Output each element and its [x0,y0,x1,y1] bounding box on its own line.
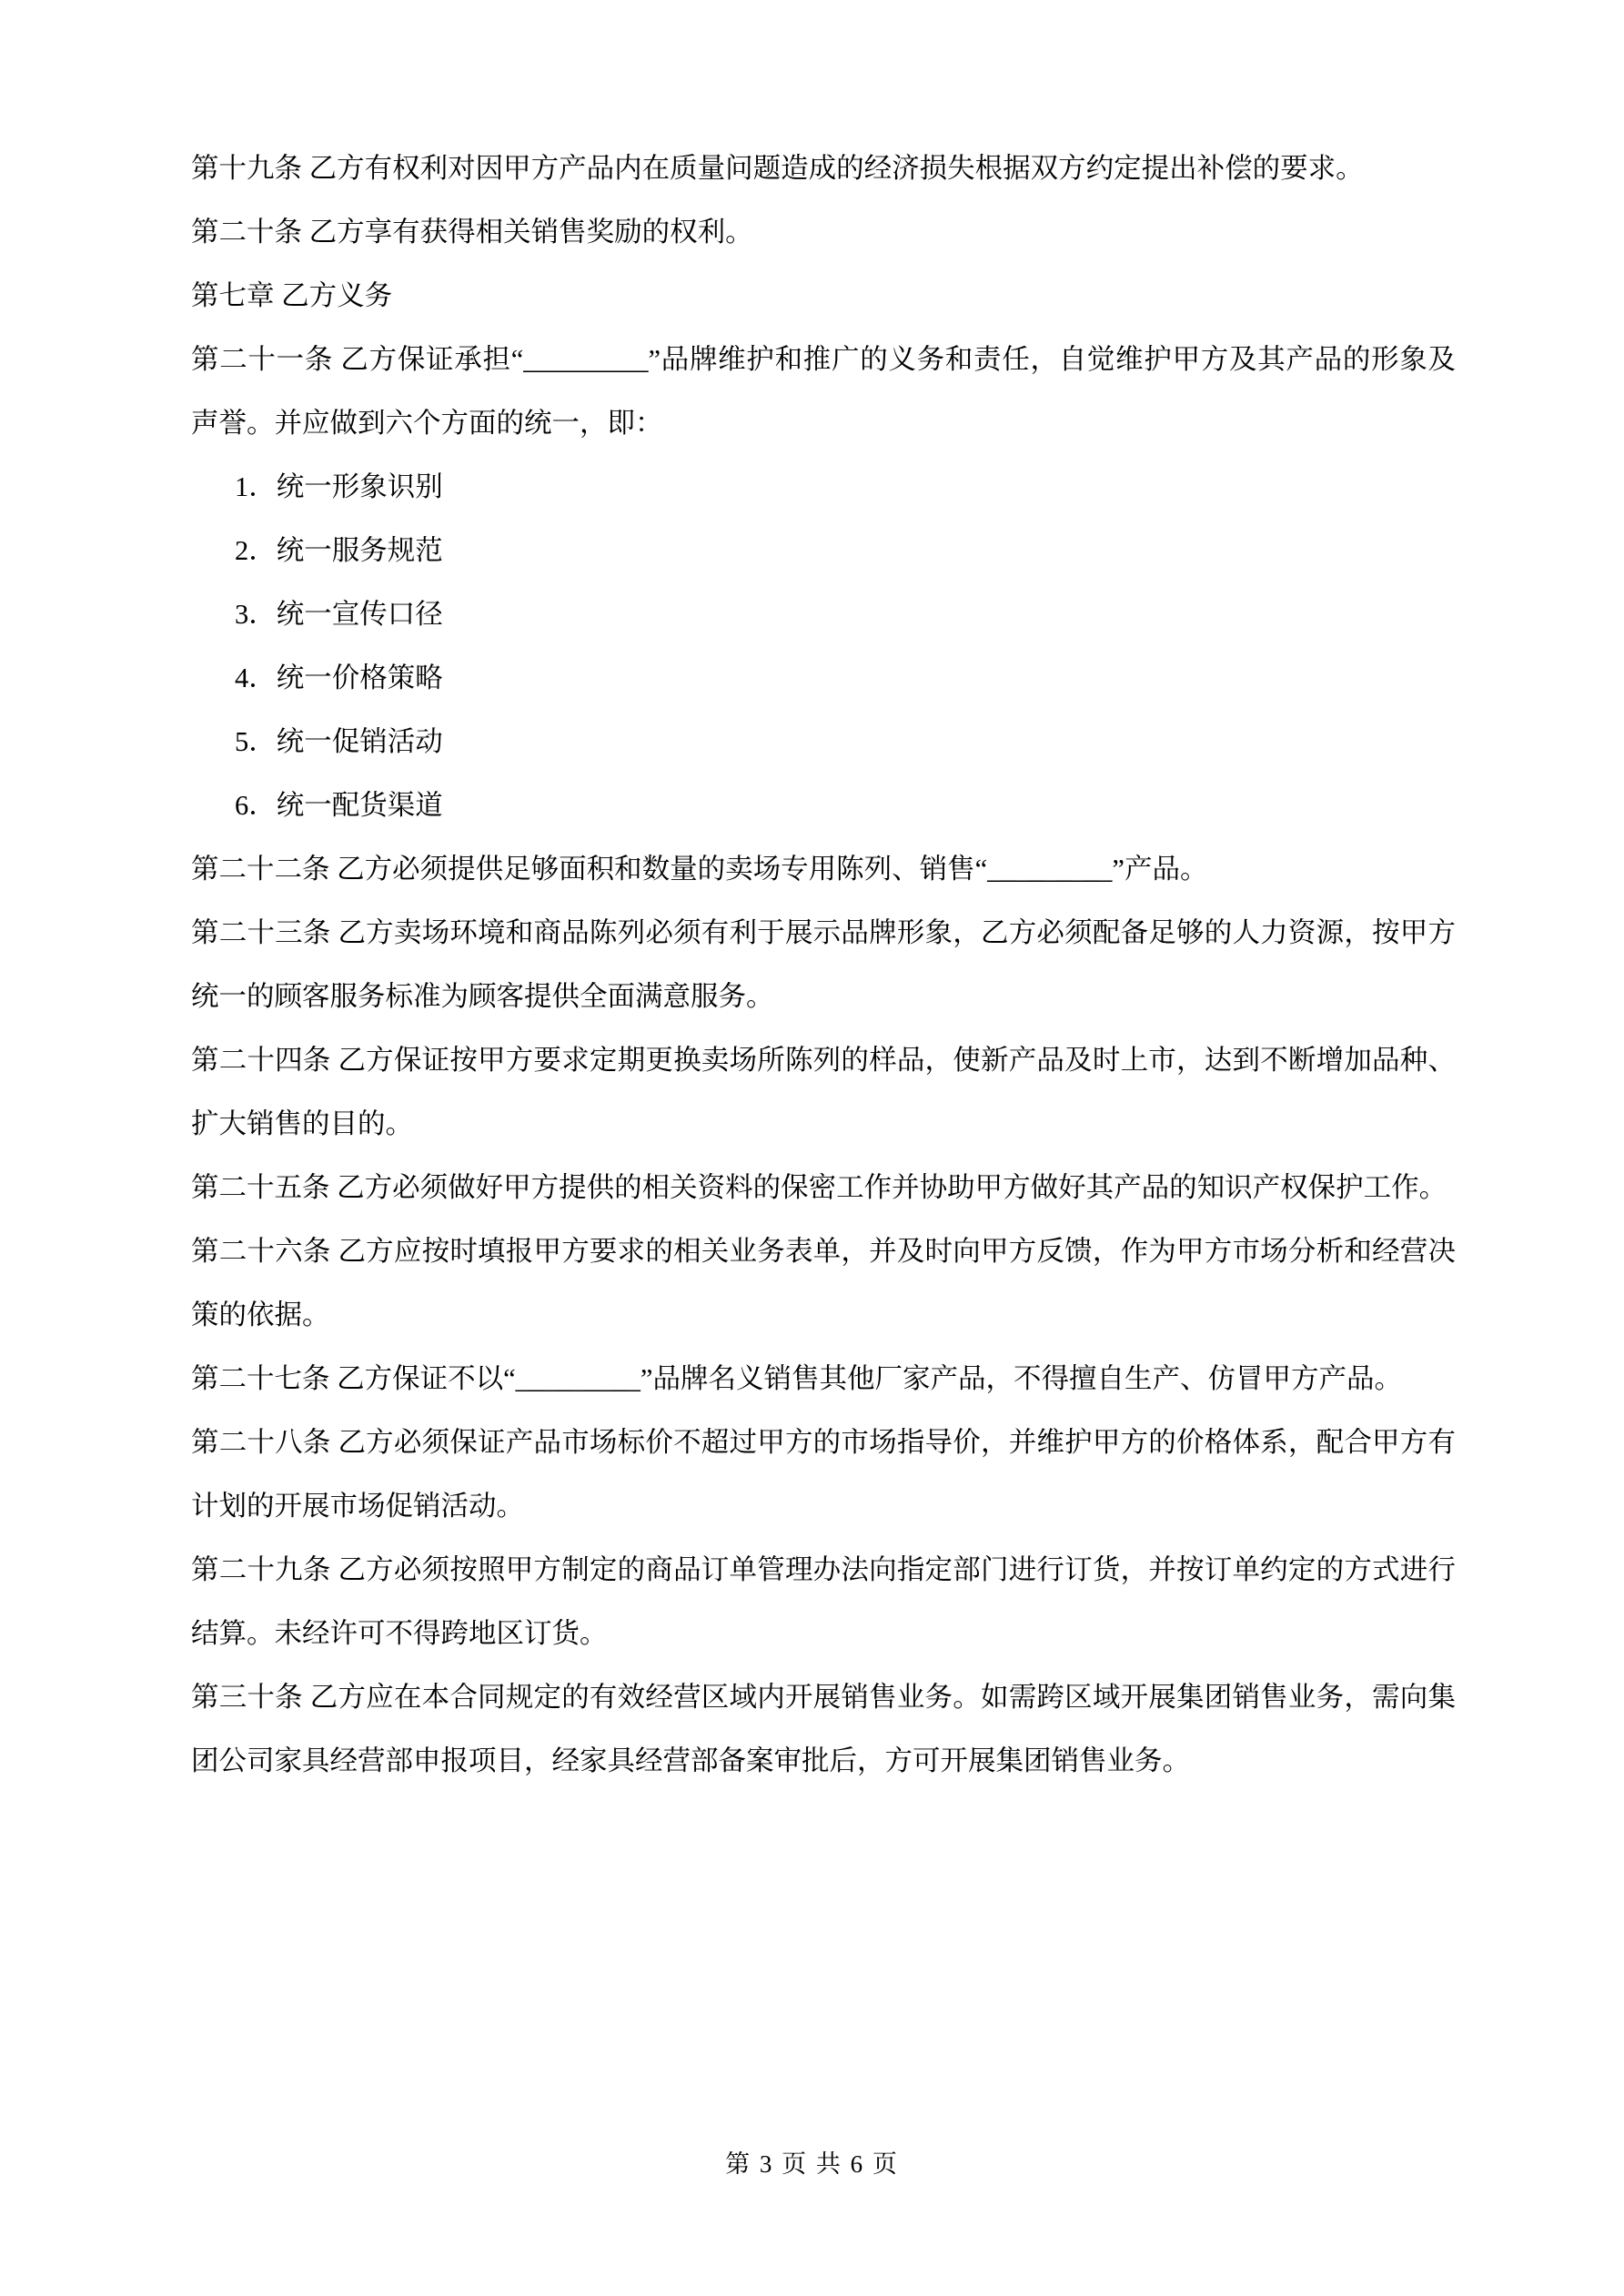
page-number-label: 第 3 页 共 6 页 [725,2150,899,2178]
clause-24: 第二十四条 乙方保证按甲方要求定期更换卖场所陈列的样品，使新产品及时上市，达到不断增加品种、扩大销售的目的。 [191,1045,1456,1139]
clause-21-item-6: 6．统一配货渠道 [235,790,443,821]
page-footer [0,2144,1624,2180]
clause-25: 第二十五条 乙方必须做好甲方提供的相关资料的保密工作并协助甲方做好其产品的知识产权保护工作。 [191,1172,1447,1203]
clause-26: 第二十六条 乙方应按时填报甲方要求的相关业务表单，并及时向甲方反馈，作为甲方市场分析和经营决策的依据。 [191,1236,1456,1330]
clause-27: 第二十七条 乙方保证不以“_________”品牌名义销售其他厂家产品，不得擅自生产、仿冒甲方产品。 [191,1363,1402,1394]
document-body [191,137,1456,1793]
clause-21-item-5: 5．统一促销活动 [235,726,443,757]
clause-21-item-4: 4．统一价格策略 [235,663,443,693]
clause-30: 第三十条 乙方应在本合同规定的有效经营区域内开展销售业务。如需跨区域开展集团销售业务，需向集团公司家具经营部申报项目，经家具经营部备案审批后，方可开展集团销售业务。 [191,1682,1456,1776]
clause-22: 第二十二条 乙方必须提供足够面积和数量的卖场专用陈列、销售“_________”产品。 [191,854,1208,885]
clause-19: 第十九条 乙方有权利对因甲方产品内在质量问题造成的经济损失根据双方约定提出补偿的要求。 [191,153,1364,184]
clause-21-item-3: 3．统一宣传口径 [235,599,443,630]
clause-21-item-1: 1．统一形象识别 [235,471,443,502]
chapter-7-heading: 第七章 乙方义务 [191,280,393,311]
clause-20: 第二十条 乙方享有获得相关销售奖励的权利。 [191,217,753,248]
clause-21: 第二十一条 乙方保证承担“_________”品牌维护和推广的义务和责任，自觉维护甲方及其产品的形象及声誉。并应做到六个方面的统一，即： [191,344,1456,439]
clause-21-item-2: 2．统一服务规范 [235,535,443,566]
clause-28: 第二十八条 乙方必须保证产品市场标价不超过甲方的市场指导价，并维护甲方的价格体系，配合甲方有计划的开展市场促销活动。 [191,1427,1456,1522]
clause-29: 第二十九条 乙方必须按照甲方制定的商品订单管理办法向指定部门进行订货，并按订单约定的方式进行结算。未经许可不得跨地区订货。 [191,1554,1456,1649]
clause-23: 第二十三条 乙方卖场环境和商品陈列必须有利于展示品牌形象，乙方必须配备足够的人力资源，按甲方统一的顾客服务标准为顾客提供全面满意服务。 [191,917,1456,1012]
